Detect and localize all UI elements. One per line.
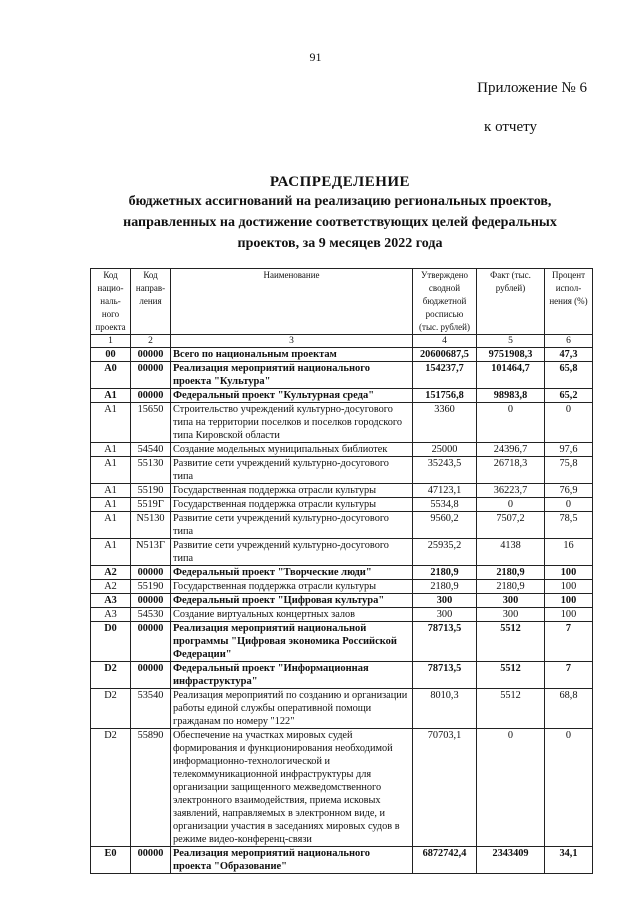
row-fact: 2343409 — [477, 847, 545, 874]
row-percent: 34,1 — [545, 847, 593, 874]
row-national-project-code: А1 — [91, 484, 131, 498]
row-fact: 2180,9 — [477, 566, 545, 580]
row-approved: 6872742,4 — [413, 847, 477, 874]
row-direction-code: 00000 — [131, 566, 171, 580]
row-direction-code: N5130 — [131, 512, 171, 539]
row-name: Развитие сети учреждений культурно-досугового типа — [171, 539, 413, 566]
row-national-project-code: D2 — [91, 729, 131, 847]
allocation-table — [90, 268, 593, 874]
document-title — [100, 174, 580, 254]
table-row — [91, 403, 593, 443]
row-fact: 26718,3 — [477, 457, 545, 484]
row-percent: 100 — [545, 594, 593, 608]
row-national-project-code: А1 — [91, 498, 131, 512]
table-row — [91, 512, 593, 539]
row-national-project-code: А1 — [91, 512, 131, 539]
row-fact: 101464,7 — [477, 362, 545, 389]
row-direction-code: 54530 — [131, 608, 171, 622]
row-fact: 0 — [477, 498, 545, 512]
row-percent: 65,8 — [545, 362, 593, 389]
row-approved: 151756,8 — [413, 389, 477, 403]
row-percent: 7 — [545, 622, 593, 662]
row-name: Федеральный проект "Цифровая культура" — [171, 594, 413, 608]
row-fact: 5512 — [477, 689, 545, 729]
row-name: Создание виртуальных концертных залов — [171, 608, 413, 622]
row-fact: 0 — [477, 403, 545, 443]
row-direction-code: 55190 — [131, 484, 171, 498]
row-direction-code: 00000 — [131, 594, 171, 608]
row-national-project-code: 00 — [91, 348, 131, 362]
row-national-project-code: А2 — [91, 580, 131, 594]
row-approved: 300 — [413, 608, 477, 622]
row-national-project-code: А1 — [91, 403, 131, 443]
row-percent: 68,8 — [545, 689, 593, 729]
row-direction-code: 53540 — [131, 689, 171, 729]
row-direction-code: 5519Г — [131, 498, 171, 512]
row-name: Строительство учреждений культурно-досугового типа на территории поселков и поселков городского типа Кировской области — [171, 403, 413, 443]
row-percent: 100 — [545, 608, 593, 622]
table-row — [91, 662, 593, 689]
row-percent: 0 — [545, 729, 593, 847]
row-approved: 2180,9 — [413, 566, 477, 580]
row-national-project-code: А2 — [91, 566, 131, 580]
row-approved: 154237,7 — [413, 362, 477, 389]
row-percent: 76,9 — [545, 484, 593, 498]
row-name: Федеральный проект "Творческие люди" — [171, 566, 413, 580]
row-approved: 300 — [413, 594, 477, 608]
row-percent: 100 — [545, 580, 593, 594]
report-label: к отчету — [484, 119, 537, 135]
column-number: 4 — [413, 335, 477, 348]
row-direction-code: 55890 — [131, 729, 171, 847]
table-row — [91, 580, 593, 594]
row-fact: 4138 — [477, 539, 545, 566]
row-name: Государственная поддержка отрасли культуры — [171, 580, 413, 594]
row-percent: 0 — [545, 498, 593, 512]
table-row — [91, 566, 593, 580]
row-percent: 47,3 — [545, 348, 593, 362]
row-approved: 35243,5 — [413, 457, 477, 484]
row-name: Создание модельных муниципальных библиотек — [171, 443, 413, 457]
row-national-project-code: А0 — [91, 362, 131, 389]
row-approved: 8010,3 — [413, 689, 477, 729]
table-row — [91, 484, 593, 498]
table-row — [91, 362, 593, 389]
row-approved: 20600687,5 — [413, 348, 477, 362]
row-fact: 7507,2 — [477, 512, 545, 539]
column-number: 1 — [91, 335, 131, 348]
table-row — [91, 594, 593, 608]
row-fact: 9751908,3 — [477, 348, 545, 362]
row-percent: 16 — [545, 539, 593, 566]
row-name: Реализация мероприятий национального проекта "Образование" — [171, 847, 413, 874]
table-row — [91, 622, 593, 662]
row-national-project-code: А1 — [91, 443, 131, 457]
table-row — [91, 348, 593, 362]
row-name: Реализация мероприятий по созданию и организации работы единой службы оперативной помощи гражданам по номеру "122" — [171, 689, 413, 729]
row-national-project-code: А1 — [91, 389, 131, 403]
row-percent: 0 — [545, 403, 593, 443]
header-national-project-code: Код нацио-наль-ного проекта — [91, 269, 131, 335]
row-approved: 5534,8 — [413, 498, 477, 512]
row-name: Федеральный проект "Информационная инфраструктура" — [171, 662, 413, 689]
row-fact: 36223,7 — [477, 484, 545, 498]
row-name: Реализация мероприятий национальной программы "Цифровая экономика Российской Федерации" — [171, 622, 413, 662]
row-national-project-code: Е0 — [91, 847, 131, 874]
row-direction-code: 55130 — [131, 457, 171, 484]
row-direction-code: 00000 — [131, 662, 171, 689]
row-fact: 98983,8 — [477, 389, 545, 403]
row-approved: 2180,9 — [413, 580, 477, 594]
title-line-1: бюджетных ассигнований на реализацию региональных проектов, — [128, 194, 552, 209]
row-national-project-code: D0 — [91, 622, 131, 662]
page-number: 91 — [309, 50, 322, 64]
column-number: 2 — [131, 335, 171, 348]
row-approved: 47123,1 — [413, 484, 477, 498]
row-direction-code: 54540 — [131, 443, 171, 457]
row-fact: 5512 — [477, 662, 545, 689]
header-name: Наименование — [171, 269, 413, 335]
row-percent: 97,6 — [545, 443, 593, 457]
row-direction-code: 55190 — [131, 580, 171, 594]
row-approved: 78713,5 — [413, 662, 477, 689]
row-fact: 2180,9 — [477, 580, 545, 594]
row-direction-code: 15650 — [131, 403, 171, 443]
title-line-2: направленных на достижение соответствующих целей федеральных — [123, 215, 557, 230]
row-national-project-code: D2 — [91, 662, 131, 689]
column-number-row — [91, 335, 593, 348]
row-percent: 78,5 — [545, 512, 593, 539]
row-name: Обеспечение на участках мировых судей формирования и функционирования необходимой информационно-технологической и телекоммуникационной инфраструктуры для организации защищенного межведомственного электронного взаимодействия, приема исковых заявлений, направляемых в электронном виде, и организации участия в заседаниях мировых судов в режиме видео-конференц-связи — [171, 729, 413, 847]
row-name: Всего по национальным проектам — [171, 348, 413, 362]
row-percent: 7 — [545, 662, 593, 689]
row-national-project-code: А1 — [91, 539, 131, 566]
row-percent: 75,8 — [545, 457, 593, 484]
row-name: Федеральный проект "Культурная среда" — [171, 389, 413, 403]
row-fact: 300 — [477, 594, 545, 608]
row-name: Развитие сети учреждений культурно-досугового типа — [171, 457, 413, 484]
header-direction-code: Код направ-ления — [131, 269, 171, 335]
table-row — [91, 608, 593, 622]
row-name: Реализация мероприятий национального проекта "Культура" — [171, 362, 413, 389]
row-percent: 65,2 — [545, 389, 593, 403]
row-direction-code: 00000 — [131, 847, 171, 874]
table-row — [91, 389, 593, 403]
row-approved: 25935,2 — [413, 539, 477, 566]
column-number: 3 — [171, 335, 413, 348]
row-direction-code: 00000 — [131, 622, 171, 662]
row-approved: 70703,1 — [413, 729, 477, 847]
row-percent: 100 — [545, 566, 593, 580]
row-fact: 5512 — [477, 622, 545, 662]
row-national-project-code: D2 — [91, 689, 131, 729]
row-name: Государственная поддержка отрасли культуры — [171, 484, 413, 498]
row-name: Развитие сети учреждений культурно-досугового типа — [171, 512, 413, 539]
table-row — [91, 689, 593, 729]
row-approved: 78713,5 — [413, 622, 477, 662]
table-header-row — [91, 269, 593, 335]
table-row — [91, 498, 593, 512]
title-line-3: проектов, за 9 месяцев 2022 года — [237, 236, 443, 251]
column-number: 6 — [545, 335, 593, 348]
row-fact: 24396,7 — [477, 443, 545, 457]
row-name: Государственная поддержка отрасли культуры — [171, 498, 413, 512]
row-approved: 9560,2 — [413, 512, 477, 539]
table-row — [91, 457, 593, 484]
row-national-project-code: А3 — [91, 608, 131, 622]
row-approved: 25000 — [413, 443, 477, 457]
appendix-label: Приложение № 6 — [477, 80, 587, 96]
row-direction-code: 00000 — [131, 348, 171, 362]
row-direction-code: 00000 — [131, 362, 171, 389]
row-direction-code: 00000 — [131, 389, 171, 403]
row-national-project-code: А3 — [91, 594, 131, 608]
header-approved: Утверждено сводной бюджетной росписью (тыс. рублей) — [413, 269, 477, 335]
title-heading: РАСПРЕДЕЛЕНИЕ — [269, 174, 411, 190]
row-national-project-code: А1 — [91, 457, 131, 484]
header-fact: Факт (тыс. рублей) — [477, 269, 545, 335]
table-row — [91, 847, 593, 874]
table-row — [91, 443, 593, 457]
row-approved: 3360 — [413, 403, 477, 443]
table-row — [91, 729, 593, 847]
header-percent: Процент испол-нения (%) — [545, 269, 593, 335]
column-number: 5 — [477, 335, 545, 348]
table-body — [91, 348, 593, 874]
table-row — [91, 539, 593, 566]
row-fact: 300 — [477, 608, 545, 622]
row-fact: 0 — [477, 729, 545, 847]
row-direction-code: N513Г — [131, 539, 171, 566]
